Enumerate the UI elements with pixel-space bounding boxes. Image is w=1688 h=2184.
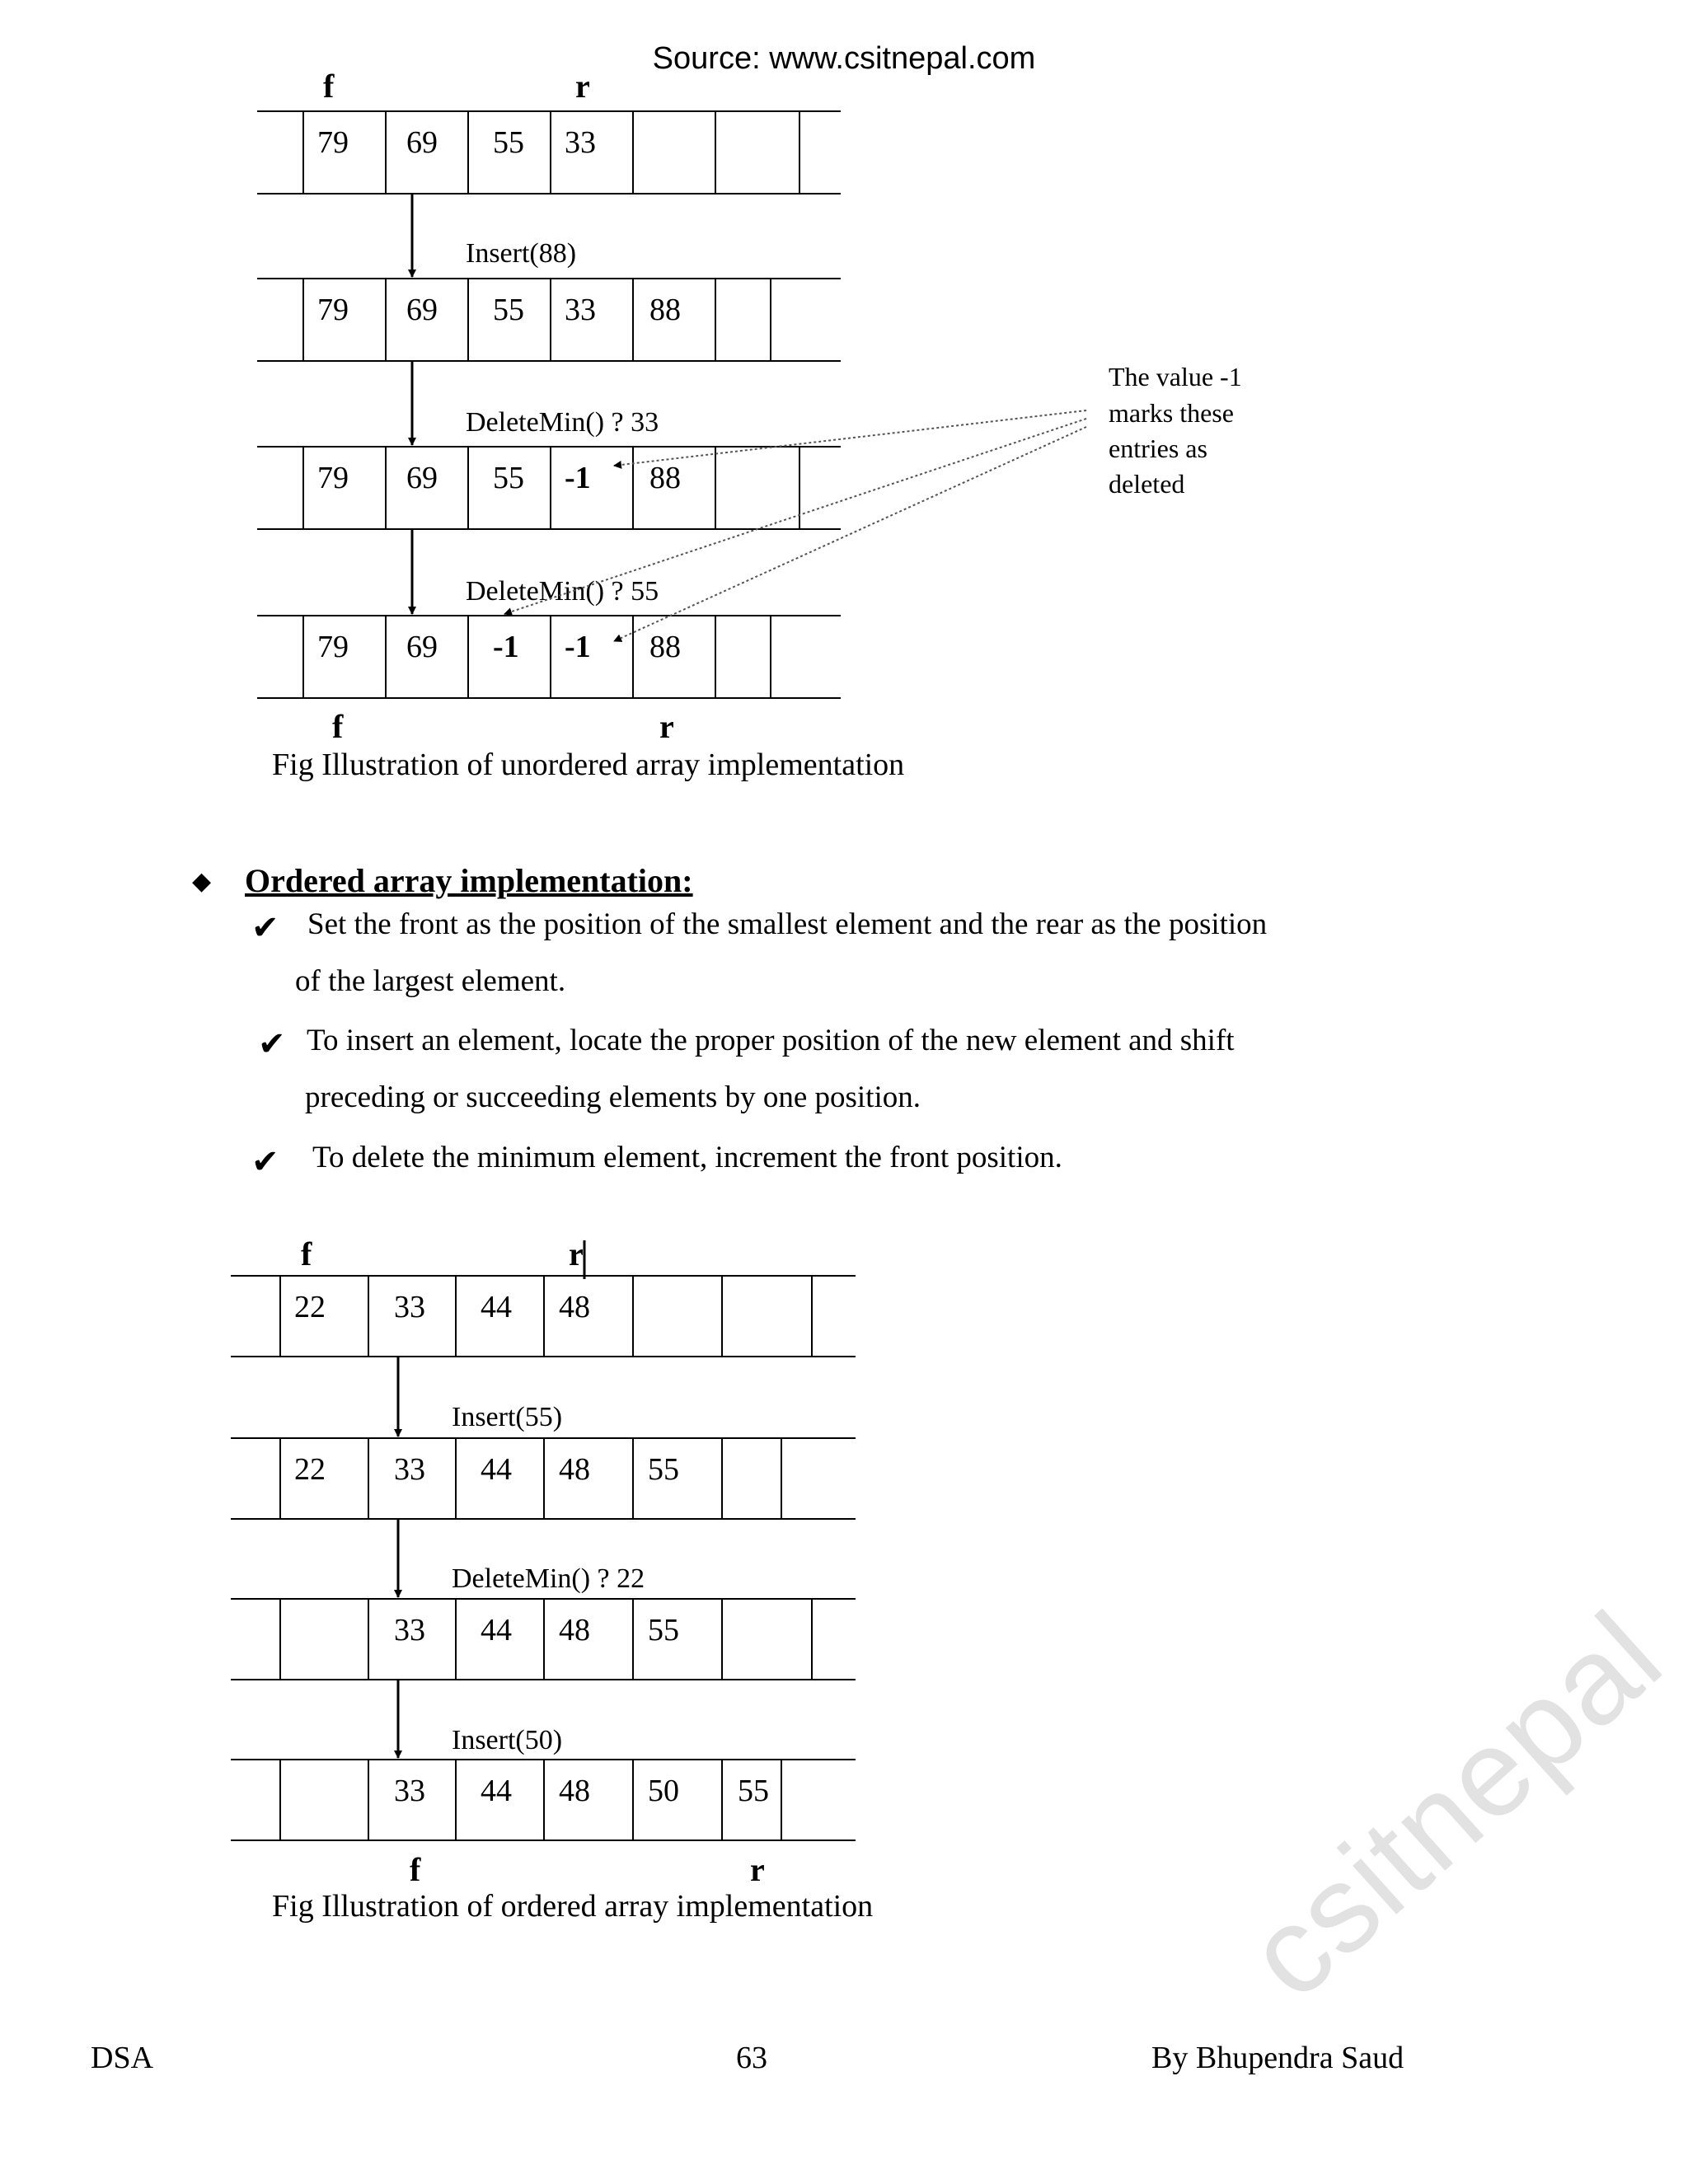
op-insert-50: Insert(50): [452, 1725, 563, 1755]
note-line-1: The value -1: [1109, 362, 1242, 391]
array-cell: 88: [649, 630, 681, 664]
bullet-diamond-icon: ◆: [192, 868, 212, 895]
array-row: [231, 1760, 856, 1840]
check-icon: ✔: [251, 1143, 279, 1180]
footer-author: By Bhupendra Saud: [1151, 2041, 1404, 2075]
array-cell: 22: [294, 1290, 326, 1324]
op-deletemin-22: DeleteMin() ? 22: [452, 1563, 645, 1594]
op-deletemin-55: DeleteMin() ? 55: [466, 576, 659, 607]
array-cell: 44: [481, 1452, 512, 1487]
array-cell: 48: [559, 1452, 590, 1487]
array-cell: 33: [565, 293, 596, 327]
front-pointer-top: f: [323, 68, 335, 105]
front-pointer-top-2: f: [301, 1235, 312, 1272]
array-cell: 44: [481, 1613, 512, 1647]
array-cell: 69: [406, 461, 438, 495]
rear-pointer-bottom-2: r: [750, 1851, 765, 1888]
array-cell: -1: [565, 461, 591, 495]
array-cell: 55: [493, 293, 524, 327]
front-pointer-bottom-2: f: [410, 1851, 421, 1888]
ordered-array-rows: [231, 1276, 856, 1840]
array-cell: -1: [565, 630, 591, 664]
note-line-3: entries as: [1109, 434, 1207, 463]
note-line-2: marks these: [1109, 398, 1234, 428]
array-cell: 33: [394, 1613, 425, 1647]
array-cell: 50: [648, 1774, 679, 1808]
array-cell: 22: [294, 1452, 326, 1487]
caption-unordered: Fig Illustration of unordered array implementation: [272, 748, 905, 782]
array-cell: 88: [649, 461, 681, 495]
array-cell: 79: [317, 125, 349, 160]
point-2-line-1: To insert an element, locate the proper position of the new element and shift: [307, 1024, 1235, 1057]
section-heading: Ordered array implementation:: [245, 862, 693, 899]
array-cell: 33: [394, 1774, 425, 1808]
source-line: Source: www.csitnepal.com: [652, 41, 1036, 76]
op-insert-88: Insert(88): [466, 238, 577, 269]
array-cell: 55: [648, 1452, 679, 1487]
array-cell: 48: [559, 1774, 590, 1808]
array-cell: 79: [317, 630, 349, 664]
array-cell: 48: [559, 1613, 590, 1647]
array-cell: 69: [406, 125, 438, 160]
array-cell: 33: [394, 1452, 425, 1487]
op-insert-55: Insert(55): [452, 1402, 563, 1432]
rear-pointer-top: r: [575, 68, 590, 105]
array-cell: 55: [493, 125, 524, 160]
point-1-line-2: of the largest element.: [295, 964, 566, 998]
front-pointer-bottom: f: [332, 708, 344, 745]
array-cell: 44: [481, 1774, 512, 1808]
array-cell: 55: [738, 1774, 769, 1808]
check-icon: ✔: [258, 1025, 286, 1062]
point-3-line-1: To delete the minimum element, increment the front position.: [312, 1141, 1062, 1174]
page-number: 63: [736, 2041, 767, 2075]
rear-pointer-top-2: r: [569, 1235, 584, 1272]
array-cell: 88: [649, 293, 681, 327]
array-row: [257, 616, 841, 698]
op-deletemin-33: DeleteMin() ? 33: [466, 407, 659, 438]
point-1-line-1: Set the front as the position of the smallest element and the rear as the position: [307, 907, 1268, 941]
caption-ordered: Fig Illustration of ordered array implementation: [272, 1889, 874, 1924]
point-2-line-2: preceding or succeeding elements by one position.: [305, 1080, 921, 1114]
note-line-4: deleted: [1109, 469, 1185, 499]
array-cell: 33: [565, 125, 596, 160]
array-cell: 79: [317, 461, 349, 495]
array-cell: 33: [394, 1290, 425, 1324]
array-cell: -1: [493, 630, 519, 664]
callout-lines: [504, 410, 1086, 641]
array-cell: 79: [317, 293, 349, 327]
rear-pointer-bottom: r: [659, 708, 674, 745]
array-cell: 69: [406, 293, 438, 327]
array-cell: 55: [493, 461, 524, 495]
unordered-array-rows: [257, 111, 841, 698]
check-icon: ✔: [251, 909, 279, 946]
array-cell: 55: [648, 1613, 679, 1647]
watermark: csitnepal: [1221, 1585, 1688, 2025]
array-cell: 48: [559, 1290, 590, 1324]
array-cell: 69: [406, 630, 438, 664]
footer-left: DSA: [91, 2041, 154, 2075]
array-cell: 44: [481, 1290, 512, 1324]
